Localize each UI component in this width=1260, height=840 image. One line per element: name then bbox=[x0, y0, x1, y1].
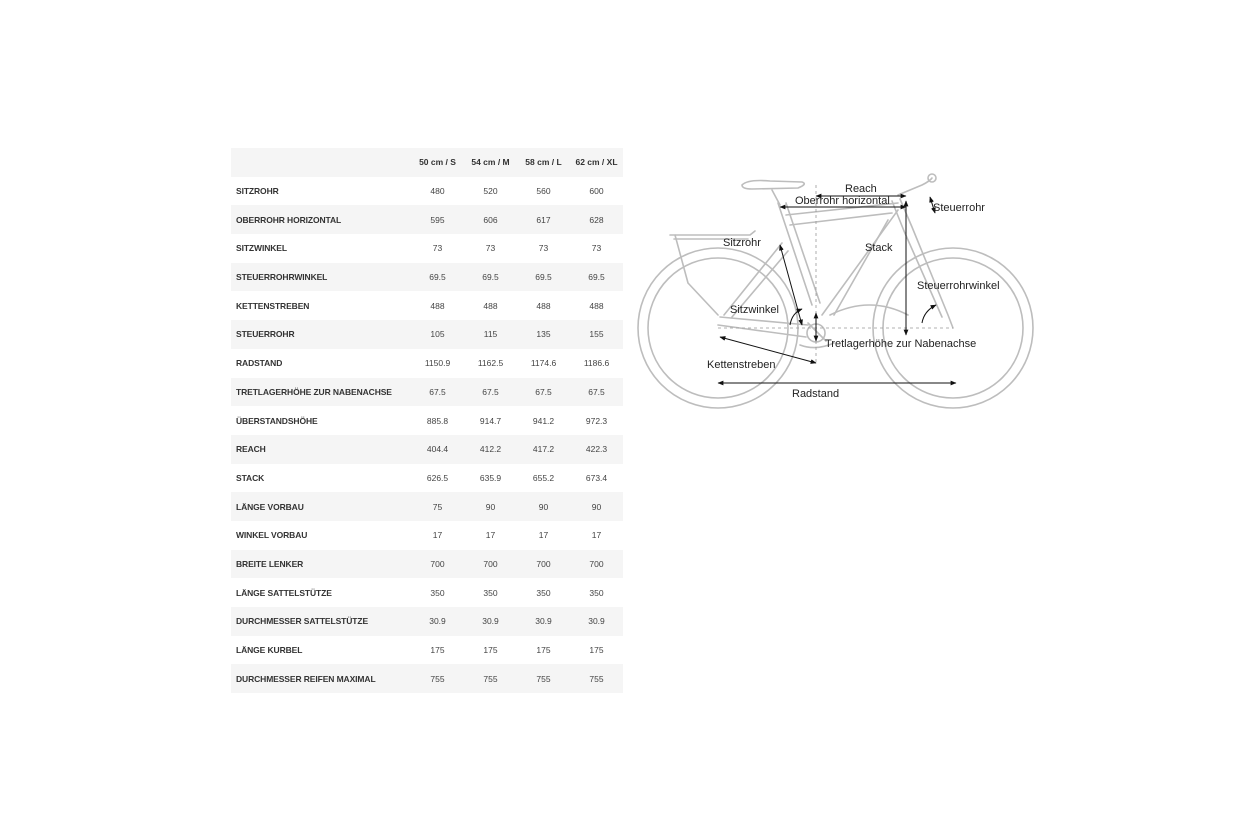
row-value: 350 bbox=[483, 587, 498, 598]
row-value: 1174.6 bbox=[530, 358, 557, 369]
table-row bbox=[231, 664, 623, 693]
row-value: 73 bbox=[591, 243, 602, 254]
row-value: 488 bbox=[536, 300, 551, 311]
row-label: SITZROHR bbox=[236, 186, 279, 197]
diagram-labels bbox=[707, 183, 1000, 400]
bike-geometry-diagram bbox=[630, 165, 1050, 425]
row-value: 700 bbox=[430, 558, 445, 569]
row-value: 412.2 bbox=[479, 444, 502, 455]
row-value: 105 bbox=[430, 329, 445, 340]
row-value: 17 bbox=[591, 530, 602, 541]
table-header-row bbox=[231, 148, 623, 177]
row-value: 488 bbox=[483, 300, 498, 311]
row-value: 972.3 bbox=[585, 415, 608, 426]
row-value: 17 bbox=[538, 530, 549, 541]
row-value: 755 bbox=[483, 673, 498, 684]
row-label: STEUERROHR bbox=[236, 329, 295, 340]
row-value: 350 bbox=[430, 587, 445, 598]
row-value: 155 bbox=[589, 329, 604, 340]
row-label: STEUERROHRWINKEL bbox=[236, 272, 328, 283]
row-value: 69.5 bbox=[482, 272, 499, 283]
table-row bbox=[231, 550, 623, 579]
table-row bbox=[231, 406, 623, 435]
row-value: 90 bbox=[591, 501, 602, 512]
label-radstand: Radstand bbox=[792, 388, 840, 400]
label-oberrohr: Oberrohr horizontal bbox=[795, 195, 890, 207]
row-value: 941.2 bbox=[532, 415, 555, 426]
row-value: 628 bbox=[589, 214, 604, 225]
row-value: 30.9 bbox=[535, 616, 552, 627]
row-value: 417.2 bbox=[532, 444, 555, 455]
table-row bbox=[231, 234, 623, 263]
row-label: DURCHMESSER REIFEN MAXIMAL bbox=[236, 673, 376, 684]
row-value: 755 bbox=[430, 673, 445, 684]
header-cell-blank bbox=[231, 148, 411, 177]
row-value: 115 bbox=[483, 329, 498, 340]
row-value: 17 bbox=[432, 530, 443, 541]
row-value: 700 bbox=[589, 558, 604, 569]
table-row bbox=[231, 263, 623, 292]
row-value: 69.5 bbox=[429, 272, 446, 283]
row-value: 480 bbox=[430, 186, 445, 197]
row-value: 488 bbox=[430, 300, 445, 311]
table-row bbox=[231, 378, 623, 407]
table-row bbox=[231, 435, 623, 464]
row-value: 914.7 bbox=[479, 415, 502, 426]
row-value: 350 bbox=[536, 587, 551, 598]
geometry-table bbox=[231, 148, 623, 693]
row-value: 404.4 bbox=[426, 444, 449, 455]
row-label: RADSTAND bbox=[236, 358, 283, 369]
row-label: STACK bbox=[236, 472, 265, 483]
row-value: 1186.6 bbox=[583, 358, 610, 369]
row-label: ÜBERSTANDSHÖHE bbox=[236, 415, 318, 426]
row-value: 885.8 bbox=[426, 415, 449, 426]
table-row bbox=[231, 492, 623, 521]
table-row bbox=[231, 320, 623, 349]
row-value: 595 bbox=[430, 214, 445, 225]
table-row bbox=[231, 349, 623, 378]
label-steuerrohr: Steuerrohr bbox=[933, 202, 985, 214]
table-row bbox=[231, 607, 623, 636]
row-label: OBERROHR HORIZONTAL bbox=[236, 214, 342, 225]
label-tretlager: Tretlagerhöhe zur Nabenachse bbox=[825, 338, 977, 350]
row-value: 422.3 bbox=[585, 444, 608, 455]
row-value: 69.5 bbox=[588, 272, 605, 283]
row-value: 560 bbox=[536, 186, 551, 197]
row-value: 755 bbox=[589, 673, 604, 684]
row-label: LÄNGE SATTELSTÜTZE bbox=[236, 587, 332, 598]
table-row bbox=[231, 636, 623, 665]
label-reach: Reach bbox=[845, 183, 877, 195]
row-value: 175 bbox=[536, 645, 551, 656]
row-value: 90 bbox=[538, 501, 549, 512]
row-label: DURCHMESSER SATTELSTÜTZE bbox=[236, 616, 369, 627]
label-sitzwinkel: Sitzwinkel bbox=[730, 304, 779, 316]
row-value: 600 bbox=[589, 186, 604, 197]
header-cell-size: 58 cm / L bbox=[525, 157, 562, 168]
row-label: TRETLAGERHÖHE ZUR NABENACHSE bbox=[236, 386, 392, 397]
row-value: 1162.5 bbox=[477, 358, 504, 369]
row-value: 75 bbox=[432, 501, 443, 512]
row-value: 700 bbox=[483, 558, 498, 569]
row-value: 73 bbox=[432, 243, 443, 254]
row-value: 67.5 bbox=[535, 386, 552, 397]
table-row bbox=[231, 291, 623, 320]
row-value: 30.9 bbox=[588, 616, 605, 627]
table-row bbox=[231, 521, 623, 550]
header-cell-size: 50 cm / S bbox=[419, 157, 456, 168]
row-value: 69.5 bbox=[535, 272, 552, 283]
table-row bbox=[231, 205, 623, 234]
row-label: WINKEL VORBAU bbox=[236, 530, 308, 541]
row-value: 175 bbox=[483, 645, 498, 656]
row-value: 67.5 bbox=[588, 386, 605, 397]
row-value: 67.5 bbox=[482, 386, 499, 397]
row-label: REACH bbox=[236, 444, 266, 455]
row-value: 350 bbox=[589, 587, 604, 598]
row-value: 700 bbox=[536, 558, 551, 569]
row-label: BREITE LENKER bbox=[236, 558, 304, 569]
label-kettenstreben: Kettenstreben bbox=[707, 359, 776, 371]
header-cell-size: 62 cm / XL bbox=[575, 157, 618, 168]
header-cell-size: 54 cm / M bbox=[471, 157, 510, 168]
row-value: 635.9 bbox=[479, 472, 502, 483]
row-value: 673.4 bbox=[585, 472, 608, 483]
row-label: KETTENSTREBEN bbox=[236, 300, 310, 311]
row-value: 1150.9 bbox=[424, 358, 451, 369]
row-value: 488 bbox=[589, 300, 604, 311]
row-value: 626.5 bbox=[426, 472, 449, 483]
head-angle-arrow bbox=[922, 305, 936, 323]
row-label: SITZWINKEL bbox=[236, 243, 287, 254]
row-label: LÄNGE KURBEL bbox=[236, 645, 303, 656]
row-value: 30.9 bbox=[429, 616, 446, 627]
row-value: 17 bbox=[485, 530, 496, 541]
label-steuerrohrwinkel: Steuerrohrwinkel bbox=[917, 280, 1000, 292]
row-value: 135 bbox=[536, 329, 551, 340]
label-sitzrohr: Sitzrohr bbox=[723, 237, 761, 249]
row-value: 73 bbox=[538, 243, 549, 254]
row-value: 606 bbox=[483, 214, 498, 225]
table-row bbox=[231, 177, 623, 206]
row-value: 617 bbox=[536, 214, 551, 225]
row-value: 30.9 bbox=[482, 616, 499, 627]
row-value: 73 bbox=[485, 243, 496, 254]
row-label: LÄNGE VORBAU bbox=[236, 501, 304, 512]
label-stack: Stack bbox=[865, 242, 893, 254]
row-value: 175 bbox=[430, 645, 445, 656]
table-row bbox=[231, 464, 623, 493]
table-row bbox=[231, 578, 623, 607]
row-value: 90 bbox=[485, 501, 496, 512]
seat-tube-arrow bbox=[780, 245, 802, 325]
row-value: 175 bbox=[589, 645, 604, 656]
row-value: 655.2 bbox=[532, 472, 555, 483]
row-value: 520 bbox=[483, 186, 498, 197]
row-value: 67.5 bbox=[429, 386, 446, 397]
row-value: 755 bbox=[536, 673, 551, 684]
